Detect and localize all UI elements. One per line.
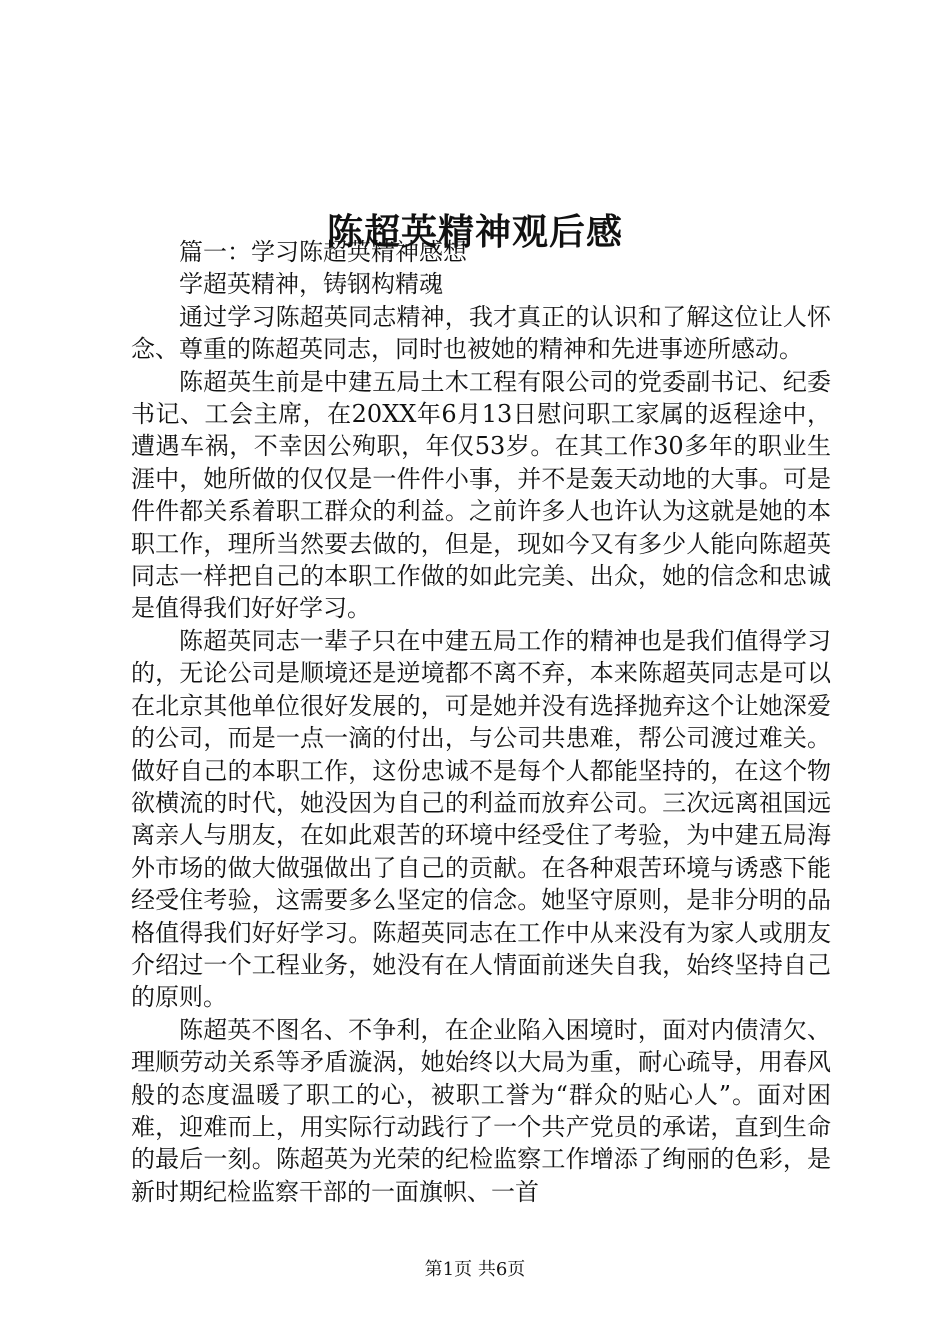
paragraph: 陈超英生前是中建五局土木工程有限公司的党委副书记、纪委书记、工会主席，在20XX年6月13日慰问职工家属的返程途中，遭遇车祸，不幸因公殉职，年仅53岁。在其工作30多年的职业生涯中，她所做的仅仅是一件件小事，并不是轰天动地的大事。可是件件都关系着职工群众的利益。之前许多人也许认为这就是她的本职工作，理所当然要去做的，但是，现如今又有多少人能向陈超英同志一样把自己的本职工作做的如此完美、出众，她的信念和忠诚是值得我们好好学习。	[131, 367, 831, 623]
document-body	[131, 236, 831, 1208]
paragraph: 陈超英同志一辈子只在中建五局工作的精神也是我们值得学习的，无论公司是顺境还是逆境都不离不弃，本来陈超英同志是可以在北京其他单位很好发展的，可是她并没有选择抛弃这个让她深爱的公司，而是一点一滴的付出，与公司共患难，帮公司渡过难关。做好自己的本职工作，这份忠诚不是每个人都能坚持的，在这个物欲横流的时代，她没因为自己的利益而放弃公司。三次远离祖国远离亲人与朋友，在如此艰苦的环境中经受住了考验，为中建五局海外市场的做大做强做出了自己的贡献。在各种艰苦环境与诱惑下能经受住考验，这需要多么坚定的信念。她坚守原则，是非分明的品格值得我们好好学习。陈超英同志在工作中从来没有为家人或朋友介绍过一个工程业务，她没有在人情面前迷失自我，始终坚持自己的原则。	[131, 626, 831, 1012]
paragraph: 通过学习陈超英同志精神，我才真正的认识和了解这位让人怀念、尊重的陈超英同志，同时也被她的精神和先进事迹所感动。	[131, 302, 831, 364]
page-footer: 第1页 共6页	[424, 1259, 526, 1280]
paragraph-section-heading: 篇一：学习陈超英精神感想	[179, 238, 467, 266]
paragraph-subtitle: 学超英精神，铸钢构精魂	[179, 270, 443, 299]
paragraph: 陈超英不图名、不争利，在企业陷入困境时，面对内债清欠、理顺劳动关系等矛盾漩涡，她始终以大局为重，耐心疏导，用春风般的态度温暖了职工的心，被职工誉为“群众的贴心人”。面对困难，迎难而上，用实际行动践行了一个共产党员的承诺，直到生命的最后一刻。陈超英为光荣的纪检监察工作增添了绚丽的色彩，是新时期纪检监察干部的一面旗帜、一首	[131, 1015, 831, 1206]
document-title: 陈超英精神观后感	[326, 211, 623, 254]
